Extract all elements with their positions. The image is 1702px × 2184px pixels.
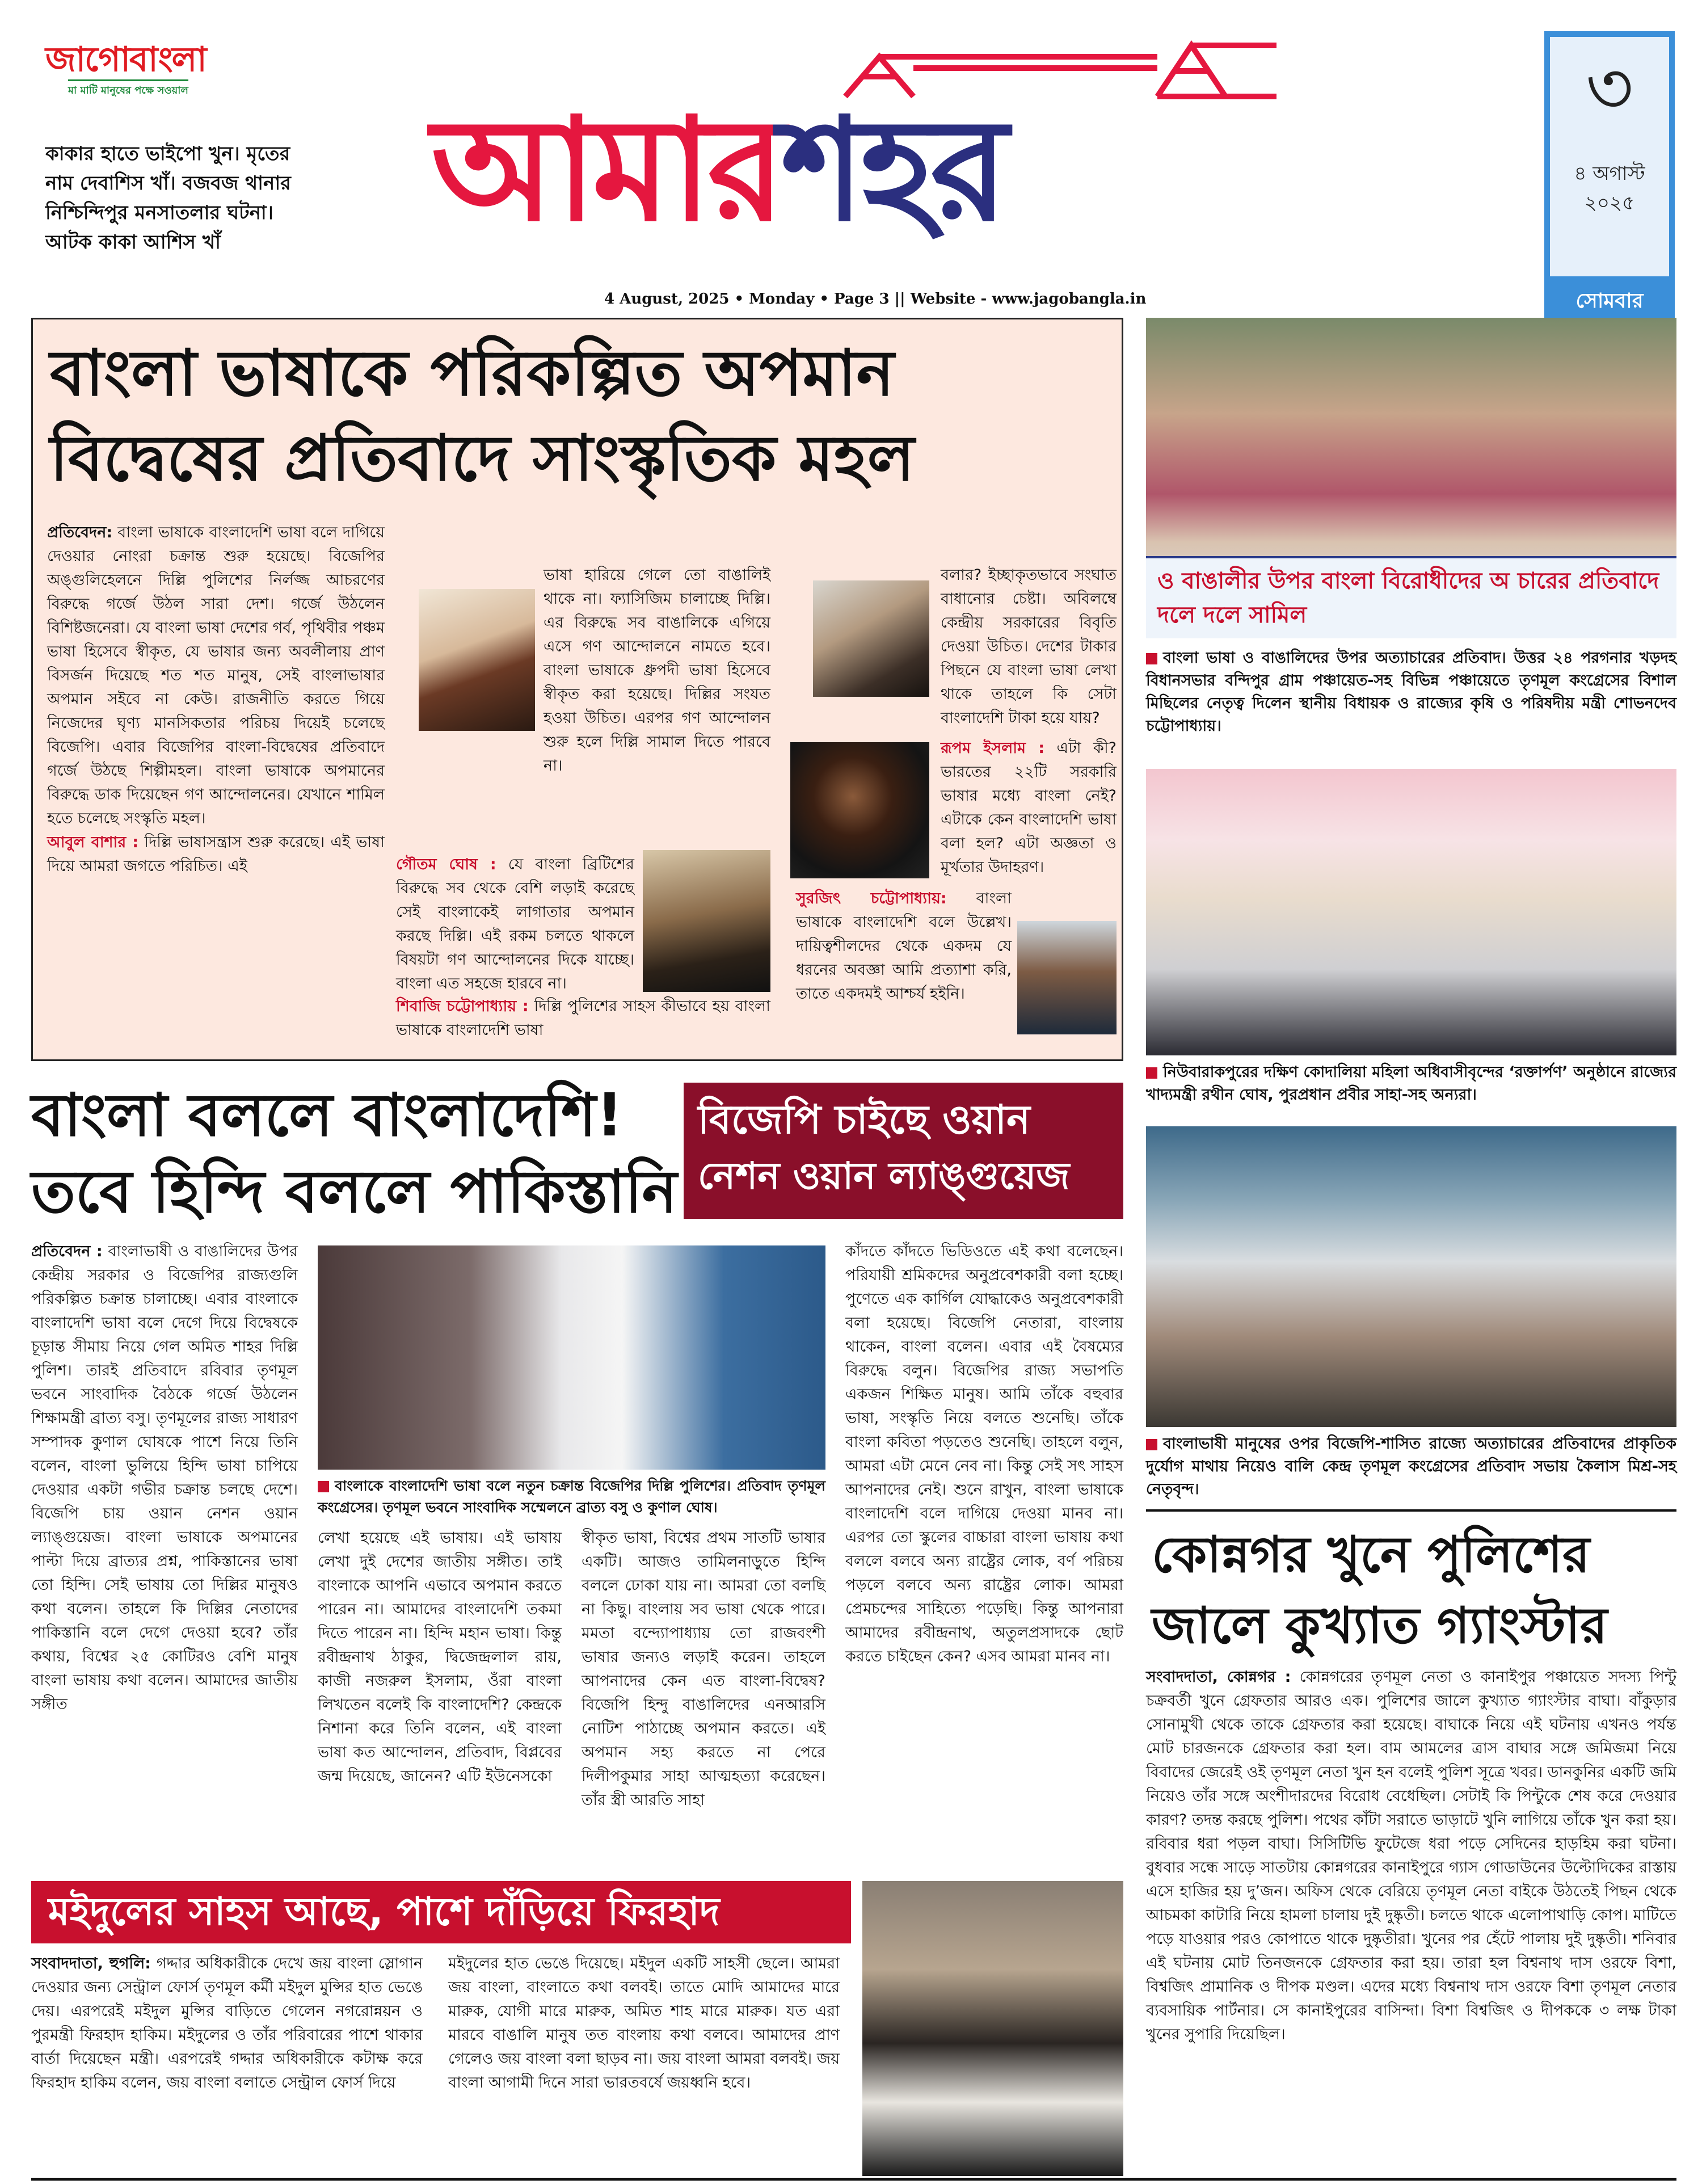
- story2-col1: [31, 1240, 298, 1716]
- photo3-caption-text: বাংলাভাষী মানুষের ওপর বিজেপি-শাসিত রাজ্যে অত্যাচারের প্রতিবাদের প্রাকৃতিক দুর্যোগ মাথায় নিয়েও বালি কেন্দ্র তৃণমূল কংগ্রেসের প্রতিবাদ সভায় কৈলাস মিশ্র-সহ নেতৃবৃন্দ।: [1146, 1435, 1676, 1498]
- story4-text-body: কোন্নগরের তৃণমূল নেতা ও কানাইপুর পঞ্চায়েত সদস্য পিন্টু চক্রবর্তী খুনে গ্রেফতার আরও এক। পুলিশের জালে কুখ্যাত গ্যাংস্টার বাঘা। বাঁকুড়ার সোনামুখী থেকে তাকে গ্রেফতার করা হয়েছে। বাঘাকে নিয়ে এই ঘটনায় এখনও পর্যন্ত মোট চারজনকে গ্রেফতার করা হল। বাম আমলের ত্রাস বাঘার সঙ্গে জমিজমা নিয়ে বিবাদের জেরেই ওই তৃণমূল নেতা খুন হন বলেই পুলিশ সূত্রে খবর। ডানকুনির একটি জমি নিয়েও তাঁর সঙ্গে অংশীদারদের বিরোধ বেধেছিল। সেটাই কি পিন্টুকে শেষ করে দেওয়ার কারণ? তদন্ত করছে পুলিশ। পথের কাঁটা সরাতে ভাড়াটে খুনি লাগিয়ে তাঁকে খুন করা হয়। রবিবার ধরা পড়ল বাঘা। সিসিটিভি ফুটেজে ধরা পড়ে সেদিনের হাড়হিম করা ঘটনা। বুধবার সন্ধে সাড়ে সাতটায় কোন্নগরের কানাইপুরে গ্যাস গোডাউনের উল্টোদিকের রাস্তায় এসে হাজির হয় দু’জন। অফিস থেকে বেরিয়ে তৃণমূল নেতা বাইকে উঠতেই পিছন থেকে আচমকা কাটারি নিয়ে হামলা চালায় দুই দুষ্কৃতী। চলতে থাকে এলোপাথাড়ি কোপ। মাটিতে পড়ে যাওয়ার পরও কোপাতে থাকে দুষ্কৃতীরা। খুনের পর হেঁটে পালায় দুই দুষ্কৃতী। শনিবার এই ঘটনায় মোট তিনজনকে গ্রেফতার করা হয়। তারা হল বিশ্বনাথ দাস ওরফে বিশা, বিশ্বজিৎ প্রামানিক ও দীপক মণ্ডল। এদের মধ্যে বিশ্বনাথ দাস ওরফে বিশা তৃণমূল নেতার ব্যবসায়িক পার্টনার। সে কানাইপুরের বাসিন্দা। বিশা বিশ্বজিৎ ও দীপককে ৩ লক্ষ টাকা খুনের সুপারি দিয়েছিল।: [1146, 1668, 1677, 2043]
- story1-col2c: [396, 995, 770, 1042]
- story2-col3-text: স্বীকৃত ভাষা, বিশ্বের প্রথম সাতটি ভাষার একটি। আজও তামিলনাড়ুতে হিন্দি বললে ঢোকা যায় না। আমরা তো বলছি না কিছু। বাংলায় সব ভাষা থেকে পারে। মমতা বন্দ্যোপাধ্যায় তো রাজবংশী ভাষার জন্যও লড়াই করেন। তাহলে আপনাদের কেন এত বাংলা-বিদ্বেষ? বিজেপি হিন্দু বাঙালিদের এনআরসি নোটিশ পাঠাচ্ছে অপমান করতে। এই অপমান সহ্য করতে না পেরে দিলীপকুমার সাহা আত্মহত্যা করেছেন। তাঁর স্ত্রী আরতি সাহা: [582, 1529, 825, 1809]
- date-bn: ৪ অগাস্ট: [1574, 162, 1645, 185]
- story4-rule: [1146, 1509, 1676, 1512]
- story1-col2-kicker2: শিবাজি চট্টোপাধ্যায় :: [396, 998, 529, 1015]
- year-bn: ২০২৫: [1584, 192, 1635, 214]
- caption-bullet-icon: [1146, 1067, 1157, 1079]
- story2-box-line2: নেশন ওয়ান ল্যাঙ্গুয়েজ: [698, 1154, 1070, 1198]
- story1-col3c: [796, 887, 1012, 1006]
- story1-col3b: [941, 737, 1117, 880]
- story1-col2-text: ভাষা হারিয়ে গেলে তো বাঙালিই থাকে না। ফ্যাসিজিম চালাচ্ছে দিল্লি। এর বিরুদ্ধে সব বাঙালিকে এগিয়ে এসে গণ আন্দোলনে নামতে হবে। বাংলা ভাষাকে ধ্রুপদী ভাষা হিসেবে স্বীকৃত করা হয়েছে। দিল্লির সংযত হওয়া উচিত। এরপর গণ আন্দোলন শুরু হলে দিল্লি সামাল দিতে পারবে না।: [544, 566, 770, 775]
- story2-photo-caption: [318, 1475, 825, 1518]
- story4-kicker: সংবাদদাতা, কোন্নগর :: [1146, 1668, 1291, 1686]
- masthead-title-part2: শহর: [781, 87, 1004, 253]
- story1-col1-kicker2: আবুল বাশার :: [47, 834, 139, 851]
- story2-col2-text: লেখা হয়েছে এই ভাষায়। এই ভাষায় লেখা দুই দেশের জাতীয় সঙ্গীত। তাই বাংলাকে আপনি এভাবে অপমান করতে পারেন না। আমাদের বাংলাদেশি তকমা দিতে পারেন না। হিন্দি মহান ভাষা। কিন্তু রবীন্দ্রনাথ ঠাকুর, দ্বিজেন্দ্রলাল রায়, কাজী নজরুল ইসলাম, ওঁরা বাংলা লিখতেন বলেই কি বাংলাদেশি? কেন্দ্রকে নিশানা করে তিনি বলেন, এই বাংলা ভাষা কত আন্দোলন, প্রতিবাদ, বিপ্লবের জন্ম দিয়েছে, জানেন? এটি ইউনেসকো: [318, 1529, 562, 1785]
- brand-logo-block: [45, 40, 272, 102]
- story3-col2-text: মইদুলের হাত ভেঙে দিয়েছে। মইদুল একটি সাহসী ছেলে। আমরা জয় বাংলা, বাংলাতে কথা বলবই। তাতে মোদি আমাদের মারে মারুক, যোগী মারে মারুক, অমিত শাহ মারে মারুক। যত এরা মারবে বাঙালি মানুষ তত বাংলায় কথা বলবে। আমাদের প্রাণ গেলেও জয় বাংলা বলা ছাড়ব না। জয় বাংলা আমরা বলবই। জয় বাংলা আগামী দিনে সারা ভারতবর্ষে জয়ধ্বনি হবে।: [448, 1955, 840, 2092]
- bottom-rule: [31, 2178, 1676, 2181]
- story1-col2a: [544, 563, 770, 778]
- press-conference-photo: [318, 1245, 825, 1470]
- story2-col4-text: কাঁদতে কাঁদতে ভিডিওতে এই কথা বলেছেন। পরিযায়ী শ্রমিকদের অনুপ্রবেশকারী বলা হচ্ছে। পুণেতে এক কার্গিল যোদ্ধাকেও অনুপ্রবেশকারী বলা হয়েছে। বিজেপি নেতারা, বাংলায় থাকেন, বাংলা বলেন। এবার এই বৈষম্যের বিরুদ্ধে বলুন। বিজেপির রাজ্য সভাপতি একজন শিক্ষিত মানুষ। আমি তাঁকে বহুবার ভাষা, সংস্কৃতি নিয়ে বলতে শুনেছি। তাঁকে বাংলা কবিতা পড়তেও শুনেছি। তাহলে বলুন, আমরা এটা মেনে নেব না। কিন্তু সেই সৎ সাহস আপনাদের নেই। শুনে রাখুন, বাংলা ভাষাকে বাংলাদেশি বলে দাগিয়ে দেওয়া মানব না। এরপর তো স্কুলের বাচ্চারা বাংলা ভাষায় কথা বললে বলবে অন্য রাষ্ট্রের লোক, বর্ণ পরিচয় পড়লে বলবে অন্য রাষ্ট্রের লোক। আমরা প্রেমচন্দের সাহিত্যে পড়েছি। কিন্তু আপনারা আমাদের রবীন্দ্রনাথ, অতুলপ্রসাদকে ছোট করতে চাইছেন কেন? এসব আমরা মানব না।: [845, 1243, 1123, 1665]
- story4-headline-2: জালে কুখ্যাত গ্যাংস্টার: [1152, 1596, 1608, 1655]
- story1-col3a: [941, 563, 1117, 730]
- story1-headline-2: বিদ্বেষের প্রতিবাদে সাংস্কৃতিক মহল: [50, 422, 915, 495]
- story1-col3-text3: বাংলা ভাষাকে বাংলাদেশি বলে উল্লেখ। দায়িত্বশীলদের থেকে একদম যে ধরনের অবজ্ঞা আমি প্রত্যাশা করি, তাতে একদমই আশ্চর্য হইনি।: [796, 890, 1012, 1003]
- teaser: কাকার হাতে ভাইপো খুন। মৃতের নাম দেবাশিস খাঁ। বজবজ থানার নিশ্চিন্দিপুর মনসাতলার ঘটনা। আটক কাকা আশিস খাঁ: [45, 142, 291, 254]
- story3-col1: [31, 1952, 423, 2095]
- portrait-shibaji: [813, 580, 929, 697]
- story4-headline-1: কোন্নগর খুনে পুলিশের: [1152, 1525, 1590, 1584]
- story1-col3-text2: এটা কী? ভারতের ২২টি সরকারি ভাষার মধ্যে বাংলা নেই? এটাকে কেন বাংলাদেশি ভাষা বলা হল? এটা অজ্ঞতা ও মূর্খতার উদাহরণ।: [941, 739, 1117, 876]
- story2-col1-text: বাংলাভাষী ও বাঙালিদের উপর কেন্দ্রীয় সরকার ও বিজেপির রাজ্যগুলি পরিকল্পিত চক্রান্ত চালাচ্ছে। এবার বাংলাকে বাংলাদেশি ভাষা বলে দেগে দিয়ে বিদ্বেষকে চূড়ান্ত সীমায় নিয়ে গেল অমিত শাহর দিল্লি পুলিশ। তারই প্রতিবাদে রবিবার তৃণমূল ভবনে সাংবাদিক বৈঠকে গর্জে উঠলেন শিক্ষামন্ত্রী ব্রাত্য বসু। তৃণমূলের রাজ্য সাধারণ সম্পাদক কুণাল ঘোষকে পাশে নিয়ে তিনি বলেন, বাংলা ভুলিয়ে হিন্দি ভাষা চাপিয়ে দেওয়ার একটা গভীর চক্রান্ত চলছে দেশে। বিজেপি চায় ওয়ান নেশন ওয়ান ল্যাঙ্গুয়েজ। বাংলা ভাষাকে অপমানের পাল্টা দিয়ে ব্রাত্যর প্রশ্ন, পাকিস্তানের ভাষা তো হিন্দি। সেই ভাষায় তো দিল্লির মানুষও কথা বলেন। তাহলে কি দিল্লির নেতাদের পাকিস্তানি বলে দেগে দেওয়া হবে? তাঁর কথায়, বিশ্বের ২৫ কোটিরও বেশি মানুষ বাংলা ভাষায় কথা বলেন। আমাদের জাতীয় সঙ্গীত: [31, 1243, 298, 1713]
- blood-donation-photo: [1146, 769, 1676, 1055]
- photo1-caption: [1146, 647, 1676, 738]
- photo1-caption-text: বাংলা ভাষা ও বাঙালিদের উপর অত্যাচারের প্রতিবাদ। উত্তর ২৪ পরগনার খড়দহ বিধানসভার বন্দিপুর গ্রাম পঞ্চায়েত-সহ বিভিন্ন পঞ্চায়েতে তৃণমূল কংগ্রেসের বিশাল মিছিলের নেতৃত্ব দিলেন স্থানীয় বিধায়ক ও রাজ্যের কৃষি ও পরিষদীয় মন্ত্রী শোভনদেব চট্টোপাধ্যায়।: [1146, 649, 1676, 735]
- caption-bullet-icon: [1146, 653, 1157, 664]
- portrait-rupam-islam: [790, 742, 929, 878]
- story1-col1: [47, 521, 385, 878]
- story2-box-line1: বিজেপি চাইছে ওয়ান: [698, 1096, 1030, 1143]
- date-box: [1544, 31, 1675, 327]
- caption-bullet-icon: [1146, 1439, 1157, 1450]
- caption-bullet-icon: [318, 1481, 329, 1492]
- masthead-title-part1: আমার: [431, 87, 781, 253]
- story1-col2b: [396, 853, 634, 996]
- story1-col3-kicker2: সুরজিৎ চট্টোপাধ্যায়:: [796, 890, 947, 907]
- story1-col1-text2: দিল্লি ভাষাসন্ত্রাস শুরু করেছে। এই ভাষা দিয়ে আমরা জগতে পরিচিত। এই: [47, 834, 385, 875]
- story1-col3-kicker: রূপম ইসলাম :: [941, 739, 1045, 757]
- story2-photo-caption-text: বাংলাকে বাংলাদেশি ভাষা বলে নতুন চক্রান্ত বিজেপির দিল্লি পুলিশের। প্রতিবাদ তৃণমূল কংগ্রেসের। তৃণমূল ভবনে সাংবাদিক সম্মেলনে ব্রাত্য বসু ও কুণাল ঘোষ।: [318, 1478, 825, 1516]
- rally-banner-text: ও বাঙালীর উপর বাংলা বিরোধীদের অ চারের প্রতিবাদে দলে দলে সামিল: [1157, 568, 1659, 628]
- story1-col2-text3: দিল্লি পুলিশের সাহস কীভাবে হয় বাংলা ভাষাকে বাংলাদেশি ভাষা: [396, 998, 770, 1039]
- story2-headline-1: বাংলা বললে বাংলাদেশি!: [31, 1080, 623, 1150]
- story3-kicker: সংবাদদাতা, হুগলি:: [31, 1955, 151, 1972]
- portrait-gautam-ghosh: [643, 850, 770, 992]
- brand-logo: জাগোবাংলা: [45, 40, 206, 79]
- dateline: 4 August, 2025 • Monday • Page 3 || Website - www.jagobangla.in: [604, 291, 1147, 308]
- story1-kicker: প্রতিবেদন:: [47, 524, 113, 541]
- rally-banner: [1146, 556, 1676, 638]
- story2-col3: [582, 1526, 825, 1812]
- firhad-hakim-photo: [862, 1881, 1123, 2176]
- story2-headline-2: তবে হিন্দি বললে পাকিস্তানি: [31, 1157, 677, 1226]
- brand-tagline: মা মাটি মানুষের পক্ষে সওয়াল: [68, 79, 188, 100]
- story2-kicker: প্রতিবেদন :: [31, 1243, 103, 1260]
- portrait-surajit: [1017, 921, 1117, 1034]
- story1-col2-kicker: গৌতম ঘোষ :: [396, 856, 496, 873]
- date-box-inner: [1550, 37, 1669, 276]
- protest-meeting-photo: [1146, 1126, 1676, 1427]
- story1-headline-1: বাংলা ভাষাকে পরিকল্পিত অপমান: [50, 336, 895, 410]
- story1-col3-text: বলার? ইচ্ছাকৃতভাবে সংঘাত বাধানোর চেষ্টা। অবিলম্বে কেন্দ্রীয় সরকারের বিবৃতি দেওয়া উচিত। দেশের টাকার পিছনে যে বাংলা ভাষা লেখা থাকে তাহলে কি সেটা বাংলাদেশি টাকা হয়ে যায়?: [941, 566, 1117, 727]
- photo2-caption: [1146, 1061, 1676, 1106]
- story2-col2: [318, 1526, 562, 1789]
- story3-headline-bar: [31, 1881, 851, 1943]
- rally-photo: [1146, 318, 1676, 638]
- story2-highlight-box: [684, 1083, 1123, 1219]
- photo2-caption-text: নিউবারাকপুরের দক্ষিণ কোদালিয়া মহিলা অধিবাসীবৃন্দের ‘রক্তার্পণ’ অনুষ্ঠানে রাজ্যের খাদ্যমন্ত্রী রথীন ঘোষ, পুরপ্রধান প্রবীর সাহা-সহ অন্যরা।: [1146, 1063, 1676, 1104]
- weekday-bn: সোমবার: [1575, 289, 1644, 313]
- story1-col2-text2: যে বাংলা ব্রিটিশের বিরুদ্ধে সব থেকে বেশি লড়াই করেছে সেই বাংলাকেই লাগাতার অপমান করছে দিল্লি। এই রকম চলতে থাকলে বিষয়টা গণ আন্দোলনের দিকে যাচ্ছে। বাংলা এত সহজে হারবে না।: [396, 856, 634, 992]
- story1-box: [31, 318, 1123, 1061]
- photo3-caption: [1146, 1433, 1676, 1501]
- story1-col1-text: বাংলা ভাষাকে বাংলাদেশি ভাষা বলে দাগিয়ে দেওয়ার নোংরা চক্রান্ত শুরু হয়েছে। বিজেপির অঙ্গুলিহেলনে দিল্লি পুলিশের নির্লজ্জ আচরণের বিরুদ্ধে গর্জে উঠল সারা দেশ। গর্জে উঠলেন বিশিষ্টজনেরা। যে বাংলা ভাষা দেশের গর্ব, পৃথিবীর পঞ্চম ভাষা হিসেবে স্বীকৃত, যে ভাষার জন্য অবলীলায় প্রাণ বিসর্জন দিয়েছে শত শত মানুষ, সেই বাংলাভাষার অপমান সইবে না কেউ। রাজনীতি করতে গিয়ে নিজেদের ঘৃণ্য মানসিকতার পরিচয় দিয়েই চলেছে বিজেপি। এবার বিজেপির বাংলা-বিদ্বেষের প্রতিবাদে গর্জে উঠছে শিল্পীমহল। বাংলা ভাষাকে অপমানের বিরুদ্ধে ডাক দিয়েছেন গণ আন্দোলনের। যেখানে শামিল হতে চলেছে সংস্কৃতি মহল।: [47, 524, 385, 827]
- page-number: ৩: [1585, 45, 1634, 131]
- story3-headline: মইদুলের সাহস আছে, পাশে দাঁড়িয়ে ফিরহাদ: [48, 1890, 720, 1934]
- story2-col4: [845, 1240, 1123, 1669]
- masthead-title: [431, 85, 1004, 272]
- portrait-abul-bashar: [419, 589, 535, 731]
- story3-col1-text: গদ্দার অধিকারীকে দেখে জয় বাংলা স্লোগান দেওয়ার জন্য সেন্ট্রাল ফোর্স তৃণমূল কর্মী মইদুল মুন্সির হাত ভেঙে দেয়। এরপরেই মইদুল মুন্সির বাড়িতে গেলেন নগরোন্নয়ন ও পুরমন্ত্রী ফিরহাদ হাকিম। মইদুলের ও তাঁর পরিবারের পাশে থাকার বার্তা দিয়েছেন মন্ত্রী। এরপরেই গদ্দার অধিকারীকে কটাক্ষ করে ফিরহাদ হাকিম বলেন, জয় বাংলা বলাতে সেন্ট্রাল ফোর্স দিয়ে: [31, 1955, 423, 2092]
- story3-col2: [448, 1952, 840, 2095]
- story4-text: [1146, 1665, 1676, 2047]
